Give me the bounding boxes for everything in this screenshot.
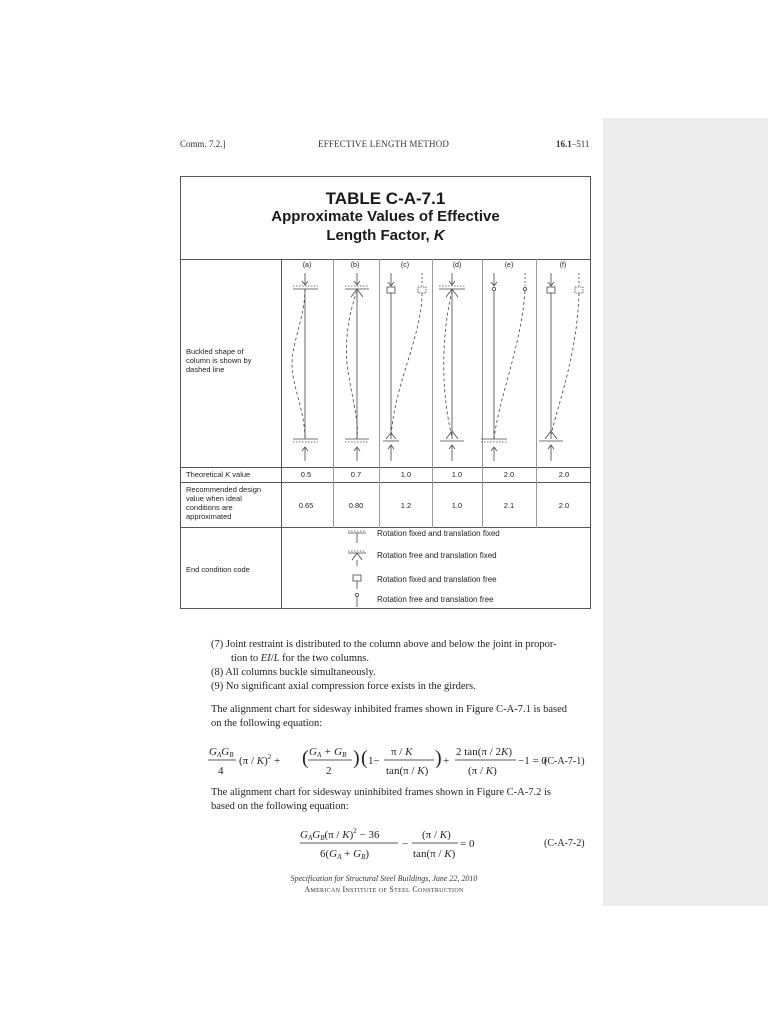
list-item-7-cont: tion to EI/L for the two columns. xyxy=(231,653,369,664)
column-diagram-d xyxy=(439,273,465,461)
svg-text:(: ( xyxy=(302,747,309,769)
svg-text:6(GA + GB): 6(GA + GB) xyxy=(320,848,370,861)
svg-text:π / K: π / K xyxy=(391,746,413,758)
theoretical-k-d: 1.0 xyxy=(451,470,463,479)
buckled-label-line: dashed line xyxy=(186,365,225,374)
equation-label-2: (C-A-7-2) xyxy=(544,838,585,849)
recommended-c: 1.2 xyxy=(400,501,412,510)
svg-text:2: 2 xyxy=(326,765,332,777)
svg-text:−1 = 0: −1 = 0 xyxy=(518,755,547,767)
legend-free-free: Rotation free and translation free xyxy=(377,595,494,604)
column-header-b: (b) xyxy=(350,262,360,269)
table-title: TABLE C-A-7.1 xyxy=(325,189,446,208)
paragraph-2-line-2: based on the following equation: xyxy=(211,801,349,812)
svg-text:GAGB(π / K)2 − 36: GAGB(π / K)$^2$ − 36 xyxy=(300,827,380,842)
legend-fixed-free: Rotation fixed and translation free xyxy=(377,575,497,584)
recommended-f: 2.0 xyxy=(558,501,570,510)
recommended-label-line: Recommended design xyxy=(186,485,262,494)
footer-institute: American Institute of Steel Construction xyxy=(304,885,464,894)
page-number-rest: –511 xyxy=(571,139,590,149)
equation-label-1: (C-A-7-1) xyxy=(544,756,585,767)
column-header-c: (c) xyxy=(400,262,410,269)
table-rule xyxy=(181,259,590,260)
column-header-a: (a) xyxy=(302,262,312,269)
svg-text:GAGB: GAGB xyxy=(209,746,234,759)
column-diagram-b xyxy=(345,273,369,461)
equation-c-a-7-2 xyxy=(298,825,498,865)
column-diagram-c xyxy=(383,273,426,461)
recommended-label xyxy=(186,485,261,521)
buckled-label-line: Buckled shape of xyxy=(186,347,244,356)
recommended-e: 2.1 xyxy=(503,501,515,510)
paragraph-2-line-1: The alignment chart for sidesway uninhibited frames shown in Figure C-A-7.2 is xyxy=(211,787,552,798)
svg-text:): ) xyxy=(353,747,360,769)
svg-text:(π / K): (π / K) xyxy=(422,829,451,841)
column-header-e: (e) xyxy=(504,262,514,269)
theoretical-k-label: Theoretical K value xyxy=(186,470,251,479)
free-fixed-symbol-icon xyxy=(348,551,366,566)
svg-text:): ) xyxy=(435,747,442,769)
equation-c-a-7-1 xyxy=(206,742,547,782)
theoretical-k-f: 2.0 xyxy=(558,470,570,479)
fixed-fixed-symbol-icon xyxy=(348,531,366,543)
paragraph-1-line-2: on the following equation: xyxy=(211,718,323,729)
recommended-d: 1.0 xyxy=(451,501,463,510)
svg-text:tan(π / K): tan(π / K) xyxy=(386,765,429,777)
svg-text:GA + GB: GA + GB xyxy=(309,746,347,759)
svg-text:(π / K)2 +: (π / K)$^2$ + xyxy=(239,753,281,767)
recommended-label-line: value when ideal xyxy=(186,494,242,503)
effective-length-table xyxy=(180,176,591,609)
list-item-8: (8) All columns buckle simultaneously. xyxy=(211,667,376,678)
page-number-bold: 16.1 xyxy=(556,139,572,149)
paragraph-1-line-1: The alignment chart for sidesway inhibited frames shown in Figure C-A-7.1 is based xyxy=(211,704,568,715)
theoretical-k-a: 0.5 xyxy=(300,470,312,479)
page-number xyxy=(556,139,589,149)
svg-text:2 tan(π / 2K): 2 tan(π / 2K) xyxy=(456,746,512,758)
end-condition-symbols xyxy=(346,529,376,609)
svg-text:(π / K): (π / K) xyxy=(468,765,497,777)
column-diagram-a xyxy=(292,273,318,461)
buckled-shapes-diagram xyxy=(181,267,592,482)
list-item-9: (9) No significant axial compression force exists in the girders. xyxy=(211,681,476,692)
svg-text:−: − xyxy=(402,838,409,850)
recommended-label-line: approximated xyxy=(186,512,232,521)
table-subtitle-2: Length Factor, K xyxy=(326,227,445,244)
recommended-label-line: conditions are xyxy=(186,503,233,512)
svg-text:tan(π / K): tan(π / K) xyxy=(413,848,456,860)
svg-text:(: ( xyxy=(361,747,368,769)
theoretical-k-b: 0.7 xyxy=(350,470,362,479)
table-rule xyxy=(181,527,590,528)
legend-fixed-fixed: Rotation fixed and translation fixed xyxy=(377,529,500,538)
table-rule xyxy=(181,482,590,483)
column-header-d: (d) xyxy=(452,262,462,269)
list-item-7: (7) Joint restraint is distributed to the column above and below the joint in propor- xyxy=(211,639,557,650)
column-diagram-f xyxy=(539,273,583,461)
svg-text:+: + xyxy=(443,755,450,767)
column-header-f: (f) xyxy=(559,262,567,269)
running-header-title: EFFECTIVE LENGTH METHOD xyxy=(318,139,450,149)
theoretical-k-c: 1.0 xyxy=(400,470,412,479)
recommended-a: 0.65 xyxy=(298,501,314,510)
free-free-symbol-icon xyxy=(355,593,358,607)
running-header-left: Comm. 7.2.] xyxy=(180,139,226,149)
svg-text:= 0: = 0 xyxy=(460,838,475,850)
buckled-label-line: column is shown by xyxy=(186,356,252,365)
end-condition-label: End condition code xyxy=(186,565,250,574)
theoretical-k-e: 2.0 xyxy=(503,470,515,479)
svg-text:1−: 1− xyxy=(368,755,380,767)
legend-free-fixed: Rotation free and translation fixed xyxy=(377,551,497,560)
table-subtitle-1: Approximate Values of Effective xyxy=(271,208,500,225)
fixed-free-symbol-icon xyxy=(353,575,361,589)
column-diagram-e xyxy=(481,273,527,461)
recommended-b: 0.80 xyxy=(348,501,364,510)
footer-specification: Specification for Structural Steel Buildings, June 22, 2010 xyxy=(290,874,478,883)
svg-text:4: 4 xyxy=(218,765,224,777)
